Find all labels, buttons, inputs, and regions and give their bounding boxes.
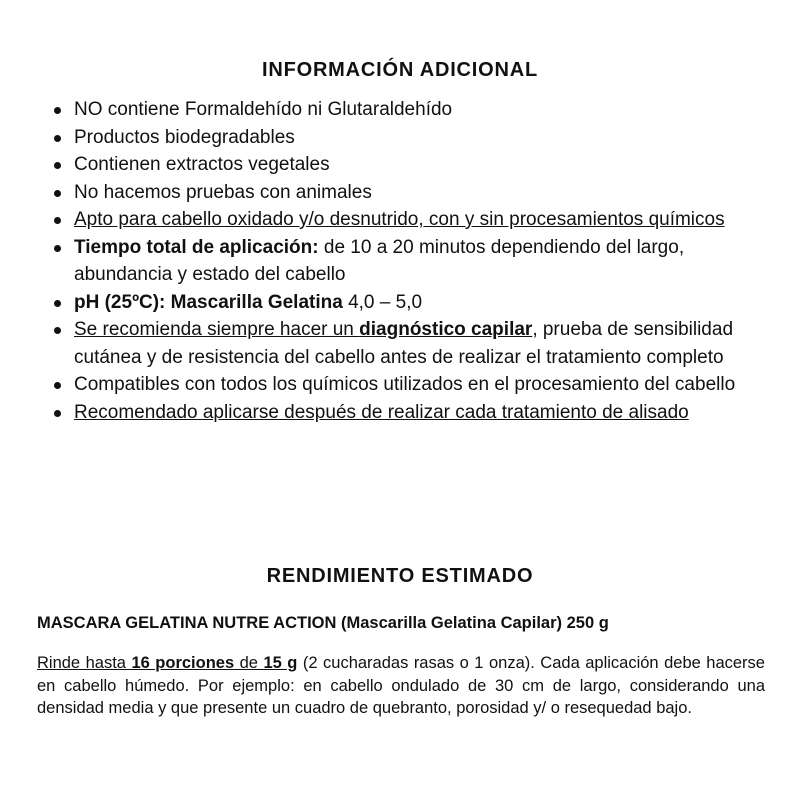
section-title-rendimiento-estimado: RENDIMIENTO ESTIMADO — [266, 565, 534, 587]
bullet-label-ph: pH (25ºC): Mascarilla Gelatina — [74, 291, 343, 313]
para-portions: 16 porciones — [131, 654, 235, 672]
bullet-text: 4,0 – 5,0 — [342, 291, 423, 313]
list-item — [52, 399, 782, 427]
bullet-text: No hacemos pruebas con animales — [74, 181, 372, 203]
bullet-dot-icon — [54, 300, 61, 307]
bullet-text: Contienen extractos vegetales — [74, 154, 330, 175]
info-bullet-list — [52, 96, 782, 426]
list-item — [52, 234, 782, 289]
bullet-dot-icon — [54, 327, 61, 334]
bullet-dot-icon — [54, 190, 61, 197]
bullet-dot-icon — [54, 135, 61, 142]
list-item — [52, 316, 782, 371]
para-text-underlined: Rinde hasta — [37, 654, 132, 672]
list-item — [52, 96, 782, 124]
bullet-dot-icon — [54, 162, 61, 169]
bullet-text: Compatibles con todos los químicos utilizados en el procesamiento del cabello — [74, 374, 736, 395]
list-item — [52, 371, 782, 399]
list-item — [52, 179, 782, 207]
bullet-text-underlined: Se recomienda siempre hacer un — [74, 319, 360, 340]
bullet-dot-icon — [54, 217, 61, 224]
rendimiento-paragraph — [37, 652, 765, 720]
bullet-text-underlined: Apto para cabello oxidado y/o desnutrido, con y sin procesamientos químicos — [74, 209, 725, 230]
bullet-text: de 10 a 20 minutos dependiendo del largo, abundancia y estado del cabello — [74, 236, 685, 285]
bullet-text-underlined: Recomendado aplicarse después de realizar cada tratamiento de alisado — [74, 401, 689, 423]
bullet-text: NO contiene Formaldehído ni Glutaraldehído — [74, 99, 453, 120]
para-text-underlined: de — [234, 654, 264, 672]
bullet-dot-icon — [54, 245, 61, 252]
bullet-label-diagnostico: diagnóstico capilar — [359, 319, 533, 340]
product-title: MASCARA GELATINA NUTRE ACTION (Mascarilla Gelatina Capilar) 250 g — [37, 614, 609, 632]
list-item — [52, 206, 782, 234]
bullet-text: , prueba de sensibilidad cutánea y de resistencia del cabello antes de realizar el tratamiento completo — [74, 319, 734, 368]
bullet-text: Productos biodegradables — [74, 126, 295, 148]
list-item — [52, 124, 782, 152]
bullet-dot-icon — [54, 382, 61, 389]
bullet-label-tiempo: Tiempo total de aplicación: — [74, 236, 319, 258]
list-item — [52, 151, 782, 179]
bullet-dot-icon — [54, 410, 61, 417]
para-text: (2 cucharadas rasas o 1 onza). Cada aplicación debe hacerse en cabello húmedo. Por ejemplo: en cabello ondulado de 30 cm de largo, considerando una densidad media y que presente un cuadro de quebranto, porosidad y/ o resequedad bajo. — [37, 654, 765, 717]
bullet-dot-icon — [54, 107, 61, 114]
para-grams: 15 g — [263, 654, 298, 672]
section-title-informacion-adicional: INFORMACIÓN ADICIONAL — [261, 59, 539, 81]
list-item — [52, 289, 782, 317]
